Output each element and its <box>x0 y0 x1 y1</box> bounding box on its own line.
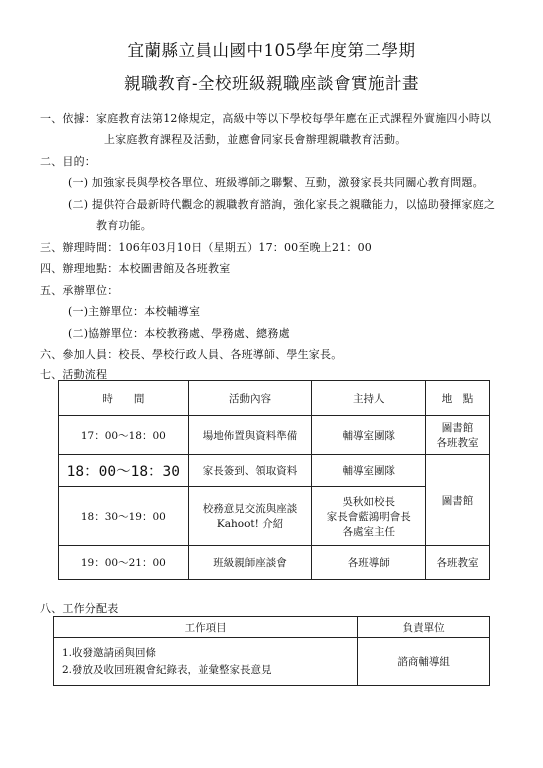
section-basis-line2: 上家庭教育課程及活動，並應會同家長會辦理親職教育活動。 <box>104 133 407 146</box>
header-work-item: 工作項目 <box>54 617 358 638</box>
header-activity: 活動內容 <box>188 381 312 416</box>
section-location: 四、辦理地點：本校圖書館及各班教室 <box>40 262 231 275</box>
row3-host-line3: 各處室主任 <box>342 525 395 538</box>
section-schedule-heading: 七、活動流程 <box>40 368 108 381</box>
section-organizers-heading: 五、承辦單位： <box>40 284 119 297</box>
row4-place: 各班教室 <box>426 546 490 580</box>
work-items-cell <box>54 638 358 686</box>
row1-activity: 場地佈置與資料準備 <box>188 416 312 455</box>
table-row <box>59 416 490 455</box>
header-place: 地 點 <box>426 381 490 416</box>
row1-place <box>426 416 490 455</box>
row1-host: 輔導室團隊 <box>312 416 426 455</box>
organizer-assist: (二)協辦單位：本校教務處、學務處、總務處 <box>68 327 290 340</box>
merged-place: 圖書館 <box>426 455 490 546</box>
row3-time: 18：30～19：00 <box>59 487 189 546</box>
document-subtitle: 親職教育-全校班級親職座談會實施計畫 <box>123 74 420 93</box>
section-time: 三、辦理時間：106年03月10日（星期五）17：00至晚上21：00 <box>40 241 372 254</box>
work-item-2: 2.發放及收回班親會紀錄表，並彙整家長意見 <box>62 663 272 676</box>
row3-activity-line1: 校務意見交流與座談 <box>202 503 298 515</box>
row2-host: 輔導室團隊 <box>312 455 426 487</box>
row4-host: 各班導師 <box>312 546 426 580</box>
header-time: 時 間 <box>59 381 189 416</box>
purpose-item-1: (一) 加強家長與學校各單位、班級導師之聯繫、互動，激發家長共同關心教育問題。 <box>68 176 484 189</box>
section-work-heading: 八、工作分配表 <box>40 602 119 615</box>
table-header-row <box>59 381 490 416</box>
organizer-main: (一)主辦單位：本校輔導室 <box>68 305 201 318</box>
row3-activity <box>188 487 312 546</box>
section-basis-line1: 一、依據：家庭教育法第12條規定，高級中等以下學校每學年應在正式課程外實施四小時以 <box>40 112 492 125</box>
table-header-row <box>54 617 490 638</box>
table-row <box>59 455 490 487</box>
purpose-item-2-cont: 教育功能。 <box>96 219 152 232</box>
table-row <box>59 487 490 546</box>
section-participants: 六、參加人員：校長、學校行政人員、各班導師、學生家長。 <box>40 348 343 361</box>
schedule-table <box>58 380 490 580</box>
work-item-1: 1.收發邀請函與回條 <box>62 646 157 659</box>
row3-host <box>312 487 426 546</box>
work-table <box>53 616 490 686</box>
header-host: 主持人 <box>312 381 426 416</box>
table-row <box>59 546 490 580</box>
header-responsible-unit: 負責單位 <box>358 617 490 638</box>
row3-host-line1: 吳秋如校長 <box>342 495 395 508</box>
section-purpose-heading: 二、目的： <box>40 155 96 168</box>
row3-activity-line2: Kahoot! 介紹 <box>216 518 284 530</box>
document-title: 宜蘭縣立員山國中105學年度第二學期 <box>127 41 416 60</box>
row1-time: 17：00～18：00 <box>59 416 189 455</box>
table-row <box>54 638 490 686</box>
work-unit: 諮商輔導組 <box>358 638 490 686</box>
row2-activity: 家長簽到、領取資料 <box>188 455 312 487</box>
purpose-item-2: (二) 提供符合最新時代觀念的親職教育諮詢，強化家長之親職能力，以協助發揮家庭之 <box>68 198 496 211</box>
row1-place-line1: 圖書館 <box>441 422 474 434</box>
row3-host-line2: 家長會藍鴻明會長 <box>326 510 411 523</box>
row2-time: 18：00～18：30 <box>59 455 189 487</box>
row1-place-line2: 各班教室 <box>436 437 479 449</box>
row4-time: 19：00～21：00 <box>59 546 189 580</box>
row4-activity: 班級親師座談會 <box>188 546 312 580</box>
